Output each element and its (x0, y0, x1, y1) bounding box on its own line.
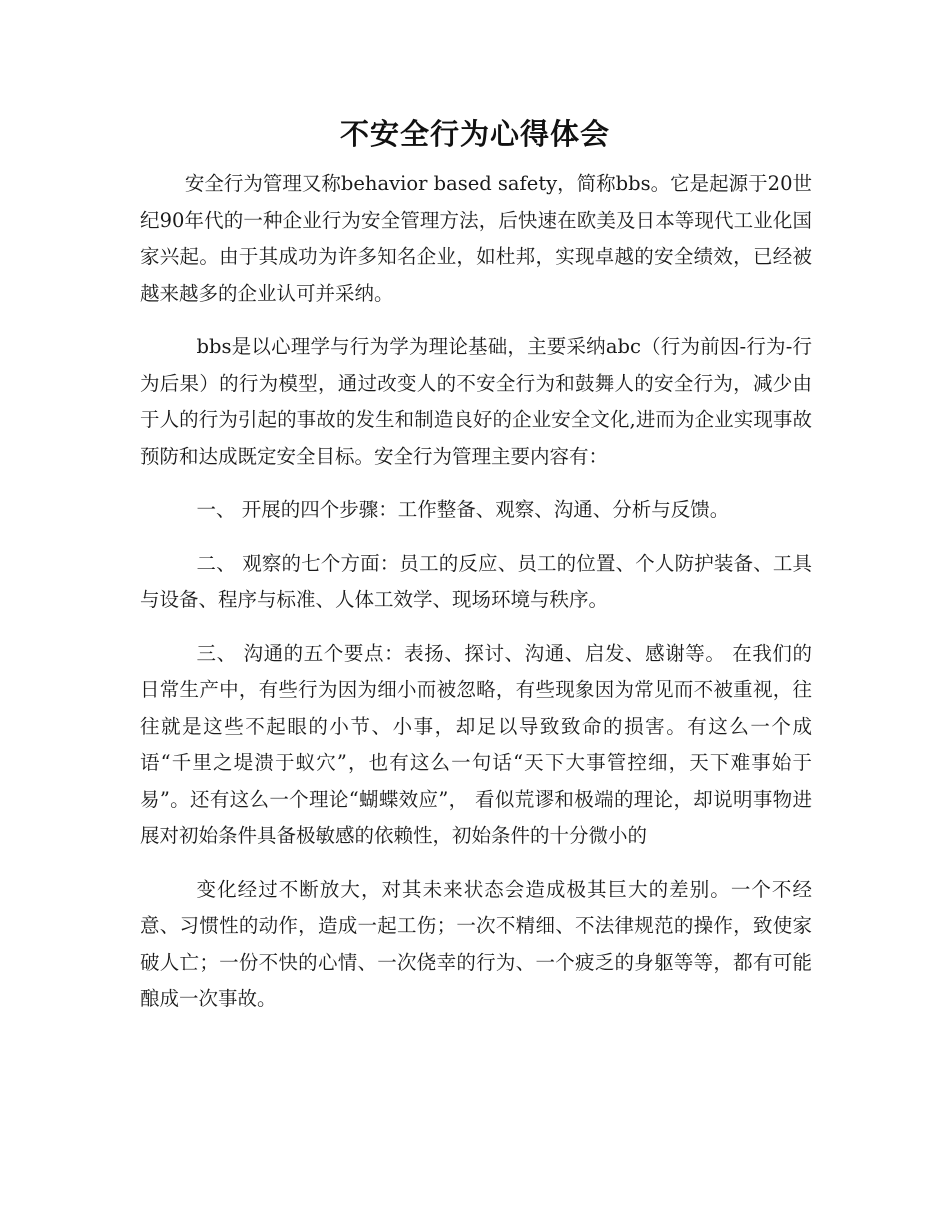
document-title: 不安全行为心得体会 (339, 117, 610, 151)
document-body (140, 166, 812, 1035)
paragraph-five-points: 三、 沟通的五个要点：表扬、探讨、沟通、启发、感谢等。 在我们的日常生产中，有些行为因为细小而被忽略，有些现象因为常见而不被重视，往往就是这些不起眼的小节、小事，却足以导致致命的损害。有这么一个成语“千里之堤溃于蚁穴”，也有这么一句话“天下大事管控细，天下难事始于易”。还有这么一个理论“蝴蝶效应”， 看似荒谬和极端的理论，却说明事物进展对初始条件具备极敏感的依赖性，初始条件的十分微小的 (140, 641, 812, 847)
paragraph-bbs-theory: bbs是以心理学与行为学为理论基础，主要采纳abc（行为前因-行为-行为后果）的行为模型，通过改变人的不安全行为和鼓舞人的安全行为，减少由于人的行为引起的事故的发生和制造良好的企业安全文化,进而为企业实现事故预防和达成既定安全目标。安全行为管理主要内容有： (140, 335, 812, 468)
paragraph-four-steps: 一、 开展的四个步骤：工作整备、观察、沟通、分析与反馈。 (196, 498, 730, 521)
paragraph-seven-aspects: 二、 观察的七个方面：员工的反应、员工的位置、个人防护装备、工具与设备、程序与标准、人体工效学、现场环境与秩序。 (140, 551, 812, 611)
paragraph-intro: 安全行为管理又称behavior based safety，简称bbs。它是起源于20世纪90年代的一种企业行为安全管理方法，后快速在欧美及日本等现代工业化国家兴起。由于其成功为许多知名企业，如杜邦，实现卓越的安全绩效，已经被越来越多的企业认可并采纳。 (140, 172, 812, 305)
paragraph-butterfly-effect: 变化经过不断放大，对其未来状态会造成极其巨大的差别。一个不经意、习惯性的动作，造成一起工伤；一次不精细、不法律规范的操作，致使家破人亡；一份不快的心情、一次侥幸的行为、一个疲乏的身躯等等，都有可能酿成一次事故。 (140, 877, 812, 1010)
